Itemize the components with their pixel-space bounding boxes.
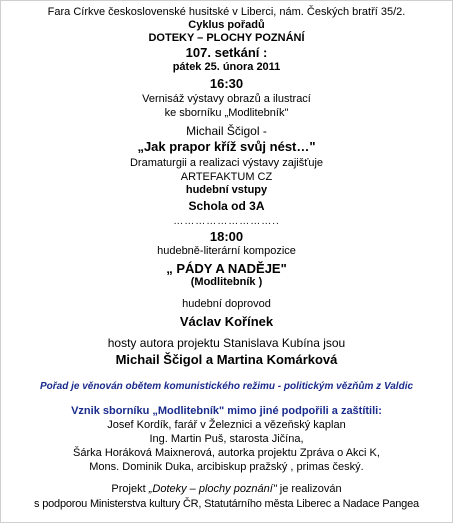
composition-subtitle: (Modlitebník ) <box>190 276 263 288</box>
accompaniment-name: Václav Kořínek <box>179 314 274 329</box>
cycle-label: Cyklus pořadů <box>188 19 265 31</box>
address-line: Fara Církve československé husitské v Liberci, nám. Českých bratří 35/2. <box>47 6 406 18</box>
footer-prefix: Projekt <box>111 483 149 495</box>
event-date: pátek 25. února 2011 <box>172 61 281 73</box>
event-time-first: 16:30 <box>209 76 244 91</box>
accompaniment-label: hudební doprovod <box>182 298 271 310</box>
dedication-line: Pořad je věnován obětem komunistického režimu - politickým vězňům z Valdic <box>39 381 414 392</box>
vernissage-line-1: Vernisáž výstavy obrazů a ilustrací <box>142 93 311 105</box>
composition-label: hudebně-literární kompozice <box>157 245 296 257</box>
footer-suffix: je realizován <box>276 483 342 495</box>
vernissage-line-2: ke sborníku „Modlitebník" <box>164 107 289 119</box>
exhibition-title: „Jak prapor kříž svůj nést…" <box>137 139 316 154</box>
meeting-number: 107. setkání : <box>185 45 268 60</box>
support-heading: Vznik sborníku „Modlitebník" mimo jiné podpořili a zaštítili: <box>71 405 382 417</box>
series-title: DOTEKY – PLOCHY POZNÁNÍ <box>148 32 305 44</box>
footer-project-name: „Doteky – plochy poznání" <box>148 483 277 495</box>
support-name-2: Ing. Martin Puš, starosta Jičína, <box>149 433 304 445</box>
support-name-4: Mons. Dominik Duka, arcibiskup pražský , primas český. <box>89 461 364 473</box>
exhibition-organizer: ARTEFAKTUM CZ <box>180 171 273 183</box>
dotted-divider: ……………………….. <box>173 216 280 227</box>
guests-line: hosty autora projektu Stanislava Kubína jsou <box>107 336 346 350</box>
guest-names: Michail Ščigol a Martina Komárková <box>115 352 338 367</box>
event-time-second: 18:00 <box>209 229 244 244</box>
footer-project-line <box>1 484 452 495</box>
music-name: Schola od 3A <box>188 199 265 213</box>
footer-support-line: s podporou Ministerstva kultury ČR, Statutárního města Liberec a Nadace Pangea <box>34 498 419 510</box>
exhibition-author: Michail Ščigol - <box>186 124 267 138</box>
exhibition-realization: Dramaturgii a realizaci výstavy zajišťuje <box>129 157 324 169</box>
support-name-1: Josef Kordík, farář v Železnici a vězeňský kaplan <box>107 419 346 431</box>
support-name-3: Šárka Horáková Maixnerová, autorka projektu Zpráva o Akci K, <box>73 447 380 459</box>
music-label: hudební vstupy <box>185 184 268 196</box>
composition-title: „ PÁDY A NADĚJE" <box>166 261 287 276</box>
